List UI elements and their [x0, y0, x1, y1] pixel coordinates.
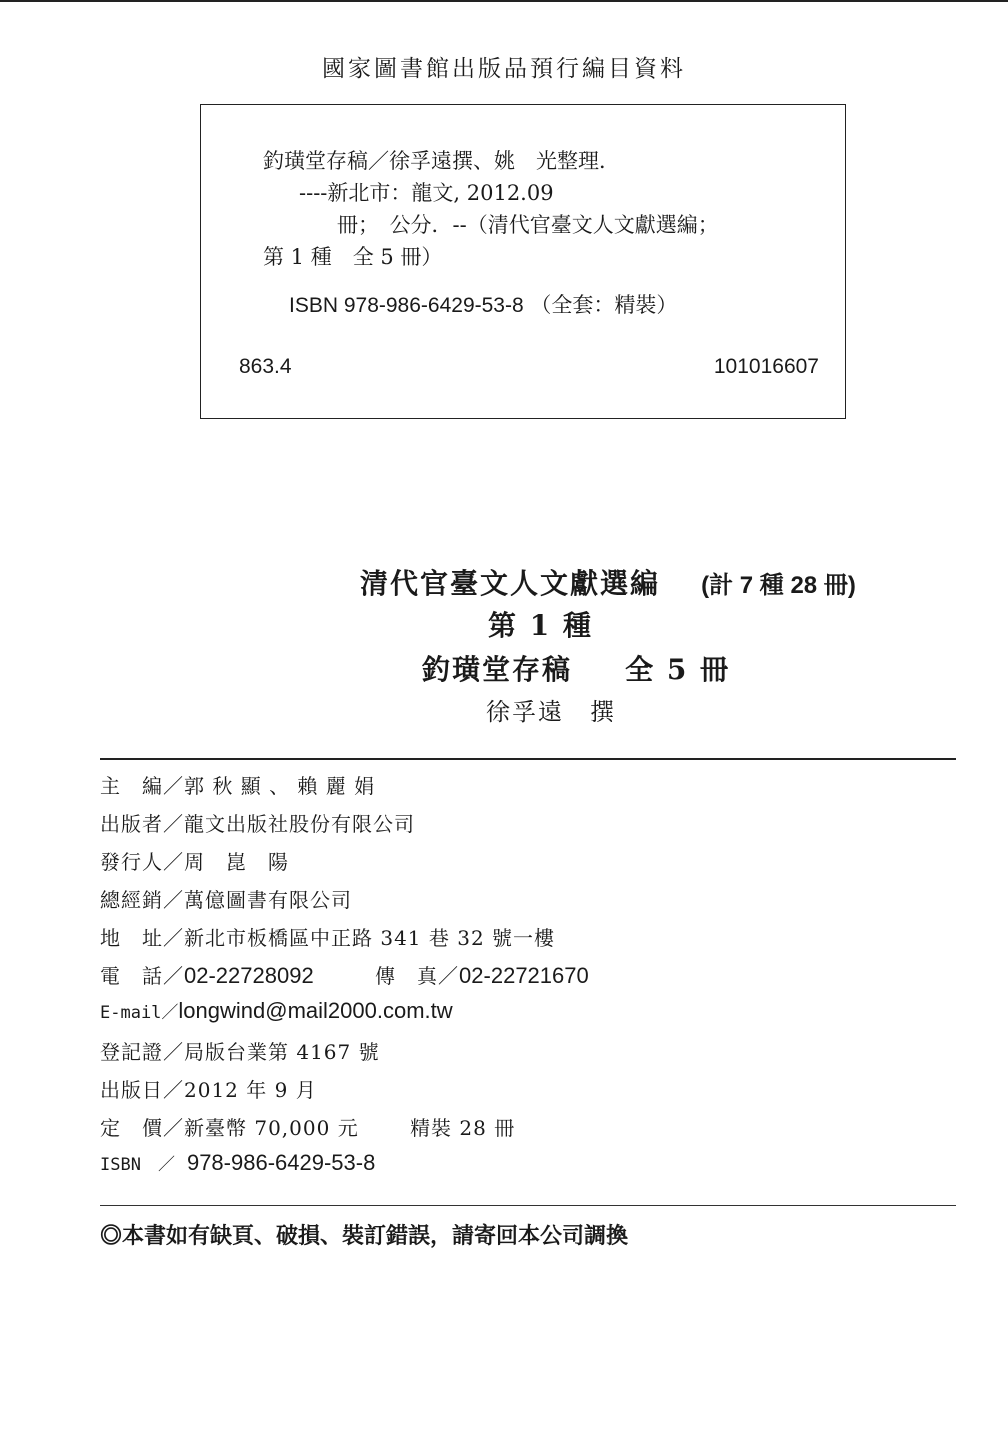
publisher-value: 龍文出版社股份有限公司	[184, 812, 415, 836]
distributor-label: 總經銷／	[100, 888, 184, 912]
address-label: 地 址／	[100, 926, 184, 950]
fax-value: 02-22721670	[459, 963, 589, 988]
editor-label: 主 編／	[100, 774, 184, 798]
top-edge-line	[0, 0, 1008, 2]
publisher-label: 出版者／	[100, 812, 184, 836]
cip-series-line: 第 1 種 全 5 冊）	[263, 245, 443, 269]
cip-collation-line: 冊； 公分．--（清代官臺文人文獻選編；	[337, 213, 719, 237]
section-divider-top	[100, 758, 956, 760]
info-row-address	[100, 922, 555, 951]
cip-isbn: ISBN 978-986-6429-53-8	[289, 294, 524, 317]
replacement-notice: ◎本書如有缺頁、破損、裝訂錯誤，請寄回本公司調換	[100, 1223, 629, 1248]
info-row-publisher	[100, 808, 415, 837]
info-row-isbn	[100, 1150, 375, 1176]
series-count: (計 7 種 28 冊)	[701, 572, 856, 599]
phone-label: 電 話／	[100, 964, 184, 988]
book-title: 釣璜堂存稿	[422, 653, 573, 686]
series-title: 清代官臺文人文獻選編	[360, 567, 661, 600]
email-label: E-mail／	[100, 1003, 179, 1023]
cip-title-line: 釣璜堂存稿／徐孚遠撰、姚 光整理．	[263, 149, 620, 173]
pubdate-label: 出版日／	[100, 1078, 184, 1102]
email-value: longwind@mail2000.com.tw	[178, 998, 453, 1023]
section-divider-bottom	[100, 1205, 956, 1206]
cip-isbn-line	[289, 289, 677, 319]
isbn-value: 978-986-6429-53-8	[186, 1150, 376, 1175]
series-title-line	[360, 562, 856, 602]
binding-value: 精裝 28 冊	[410, 1116, 516, 1140]
book-author: 徐孚遠 撰	[486, 698, 616, 726]
cip-record-number: 101016607	[713, 355, 819, 378]
info-row-editor	[100, 770, 375, 799]
book-title-line	[422, 648, 730, 688]
cip-class-number: 863.4	[239, 355, 292, 378]
info-row-email	[100, 998, 453, 1024]
fax-label: 傳 真／	[375, 964, 460, 988]
price-label: 定 價／	[100, 1116, 184, 1140]
info-row-issuer	[100, 846, 289, 875]
editor-value: 郭 秋 顯 、 賴 麗 娟	[184, 774, 376, 798]
info-row-phone	[100, 960, 589, 989]
registration-label: 登記證／	[100, 1040, 184, 1064]
cip-heading: 國家圖書館出版品預行編目資料	[322, 56, 686, 82]
info-row-price	[100, 1112, 515, 1141]
info-row-registration	[100, 1036, 380, 1065]
address-value: 新北市板橋區中正路 341 巷 32 號一樓	[184, 926, 556, 950]
cip-isbn-note: （全套：精裝）	[530, 293, 678, 317]
registration-value: 局版台業第 4167 號	[184, 1040, 380, 1064]
price-value: 新臺幣 70,000 元	[184, 1116, 359, 1140]
distributor-value: 萬億圖書有限公司	[184, 888, 352, 912]
isbn-label: ISBN ／	[100, 1155, 175, 1175]
series-volume: 第 1 種	[488, 609, 593, 642]
cip-record-box	[200, 104, 846, 419]
info-row-pubdate	[100, 1074, 317, 1103]
book-volumes: 全 5 冊	[625, 653, 731, 686]
issuer-value: 周 崑 陽	[184, 850, 289, 874]
pubdate-value: 2012 年 9 月	[184, 1078, 317, 1102]
cip-imprint-line: ----新北市：龍文, 2012.09	[299, 181, 554, 205]
info-row-distributor	[100, 884, 352, 913]
issuer-label: 發行人／	[100, 850, 184, 874]
phone-value: 02-22728092	[184, 963, 314, 988]
